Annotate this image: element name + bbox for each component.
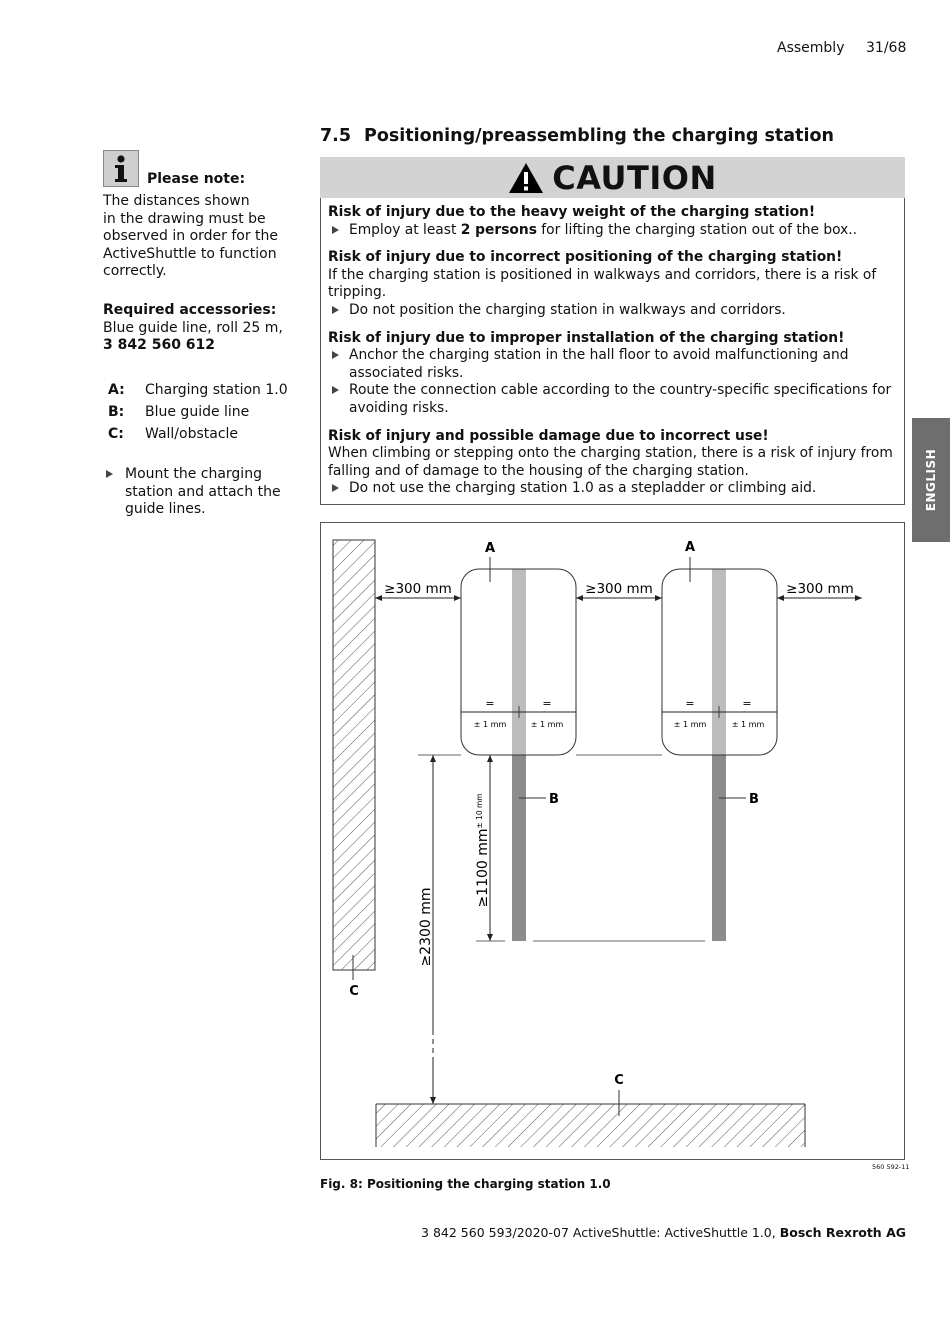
arrow-bullet-icon [332,306,339,314]
dim-300-middle: ≥300 mm [585,581,653,597]
arrow-bullet-icon [332,386,339,394]
legend-item-c [108,426,238,442]
dim-300-right: ≥300 mm [786,581,854,597]
instruction-line: station and attach the [125,483,281,500]
dim-1100: ≥1100 mm [475,828,491,908]
bullet-text: for lifting the charging station out of the box.. [536,221,858,238]
note-line: observed in order for the [103,228,279,245]
dim-2300: ≥2300 mm [418,887,434,967]
bullet-text: Do not position the charging station in walkways and corridors. [349,301,786,318]
figure-caption: Fig. 8: Positioning the charging station 1.0 [320,1177,611,1191]
positioning-drawing [320,522,905,1160]
page-number: 31/68 [866,40,907,56]
hazard-heading: Risk of injury due to the heavy weight of the charging station! [328,204,816,220]
hazard-bullet [328,222,897,240]
note-title: Please note: [147,171,246,187]
figure-frame [320,522,905,1160]
guide-line-light [712,569,726,755]
hazard-heading: Risk of injury due to improper installation of the charging station! [328,329,845,346]
note-line: in the drawing must be [103,210,266,227]
bullet-emphasis: 2 persons [460,221,537,238]
section-title-text: Positioning/preassembling the charging station [364,126,834,146]
dim-1100-tolerance: ± 10 mm [475,793,484,829]
legend-value: Charging station 1.0 [145,382,288,398]
caution-header [320,157,905,198]
hazard-positioning [328,249,897,319]
footer-company: Bosch Rexroth AG [779,1225,906,1240]
bullet-text: Anchor the charging station in the hall floor to avoid malfunctioning and associated risks. [349,347,849,381]
label-c: C [614,1073,624,1088]
arrow-bullet-icon [332,351,339,359]
hazard-bullet [328,302,897,320]
instruction-line: guide lines. [125,501,206,518]
hazard-text: When climbing or stepping onto the charging station, there is a risk of injury from falling and of damage to the housing of the charging station. [328,445,893,479]
bullet-text: Employ at least [349,221,461,238]
eq-sign: = [685,697,695,710]
hazard-bullet [328,480,897,498]
bullet-text: Do not use the charging station 1.0 as a stepladder or climbing aid. [349,480,817,497]
note-line: ActiveShuttle to function [103,245,277,262]
caution-body [320,198,905,505]
label-a: A [684,540,696,555]
language-tab-label: ENGLISH [924,448,939,512]
guide-line-dark [512,755,526,941]
figure-id: 560 592-11 [872,1163,910,1171]
accessories-part-number: 3 842 560 612 [103,337,216,354]
label-b: B [749,792,759,807]
instruction-line: Mount the charging [125,466,262,482]
wall-bottom [376,1104,805,1147]
legend-key: A: [108,382,125,398]
note-line: The distances shown [103,193,250,209]
hazard-bullet [328,347,897,382]
eq-sign: = [485,697,495,710]
hazard-misuse [328,428,897,498]
language-tab [912,418,950,542]
eq-sign: = [542,697,552,710]
caution-label: CAUTION [552,158,717,197]
footer-text: 3 842 560 593/2020-07 ActiveShuttle: ActiveShuttle 1.0, [421,1225,780,1240]
hazard-installation [328,330,897,418]
header-section: Assembly [777,40,845,56]
accessories-text: Blue guide line, roll 25 m, [103,319,283,336]
arrow-bullet-icon [332,484,339,492]
footer [421,1225,906,1240]
accessories [103,302,283,355]
legend-key: B: [108,404,125,420]
tolerance-1mm: ± 1 mm [731,720,765,729]
tolerance-1mm: ± 1 mm [473,720,507,729]
hazard-heading: Risk of injury and possible damage due to incorrect use! [328,427,769,444]
legend-value: Wall/obstacle [145,426,239,442]
hazard-bullet [328,382,897,417]
label-b: B [549,792,559,807]
tolerance-1mm: ± 1 mm [530,720,564,729]
section-title [320,126,834,146]
legend-item-b [108,404,249,420]
legend-value: Blue guide line [145,404,250,420]
eq-sign: = [742,697,752,710]
note-line: correctly. [103,263,167,280]
bullet-text: Route the connection cable according to the country-specific specifications for avoiding risks. [349,382,892,416]
arrow-bullet-icon [106,470,113,478]
wall-left [333,540,375,970]
legend-key: C: [108,426,124,442]
label-a: A [484,541,496,556]
warning-icon [508,162,544,194]
note-text [103,193,278,281]
tolerance-1mm: ± 1 mm [673,720,707,729]
accessories-title: Required accessories: [103,302,277,318]
info-icon [103,150,139,187]
guide-line-dark [712,755,726,941]
hazard-heading: Risk of injury due to incorrect positioning of the charging station! [328,249,843,266]
label-c: C [349,984,359,999]
legend-item-a [108,382,288,398]
guide-line-light [512,569,526,755]
dim-300-left: ≥300 mm [384,581,452,597]
hazard-weight [328,204,897,239]
arrow-bullet-icon [332,226,339,234]
hazard-text: If the charging station is positioned in walkways and corridors, there is a risk of tripping. [328,266,877,301]
instruction [103,466,281,519]
section-number: 7.5 [320,126,352,146]
